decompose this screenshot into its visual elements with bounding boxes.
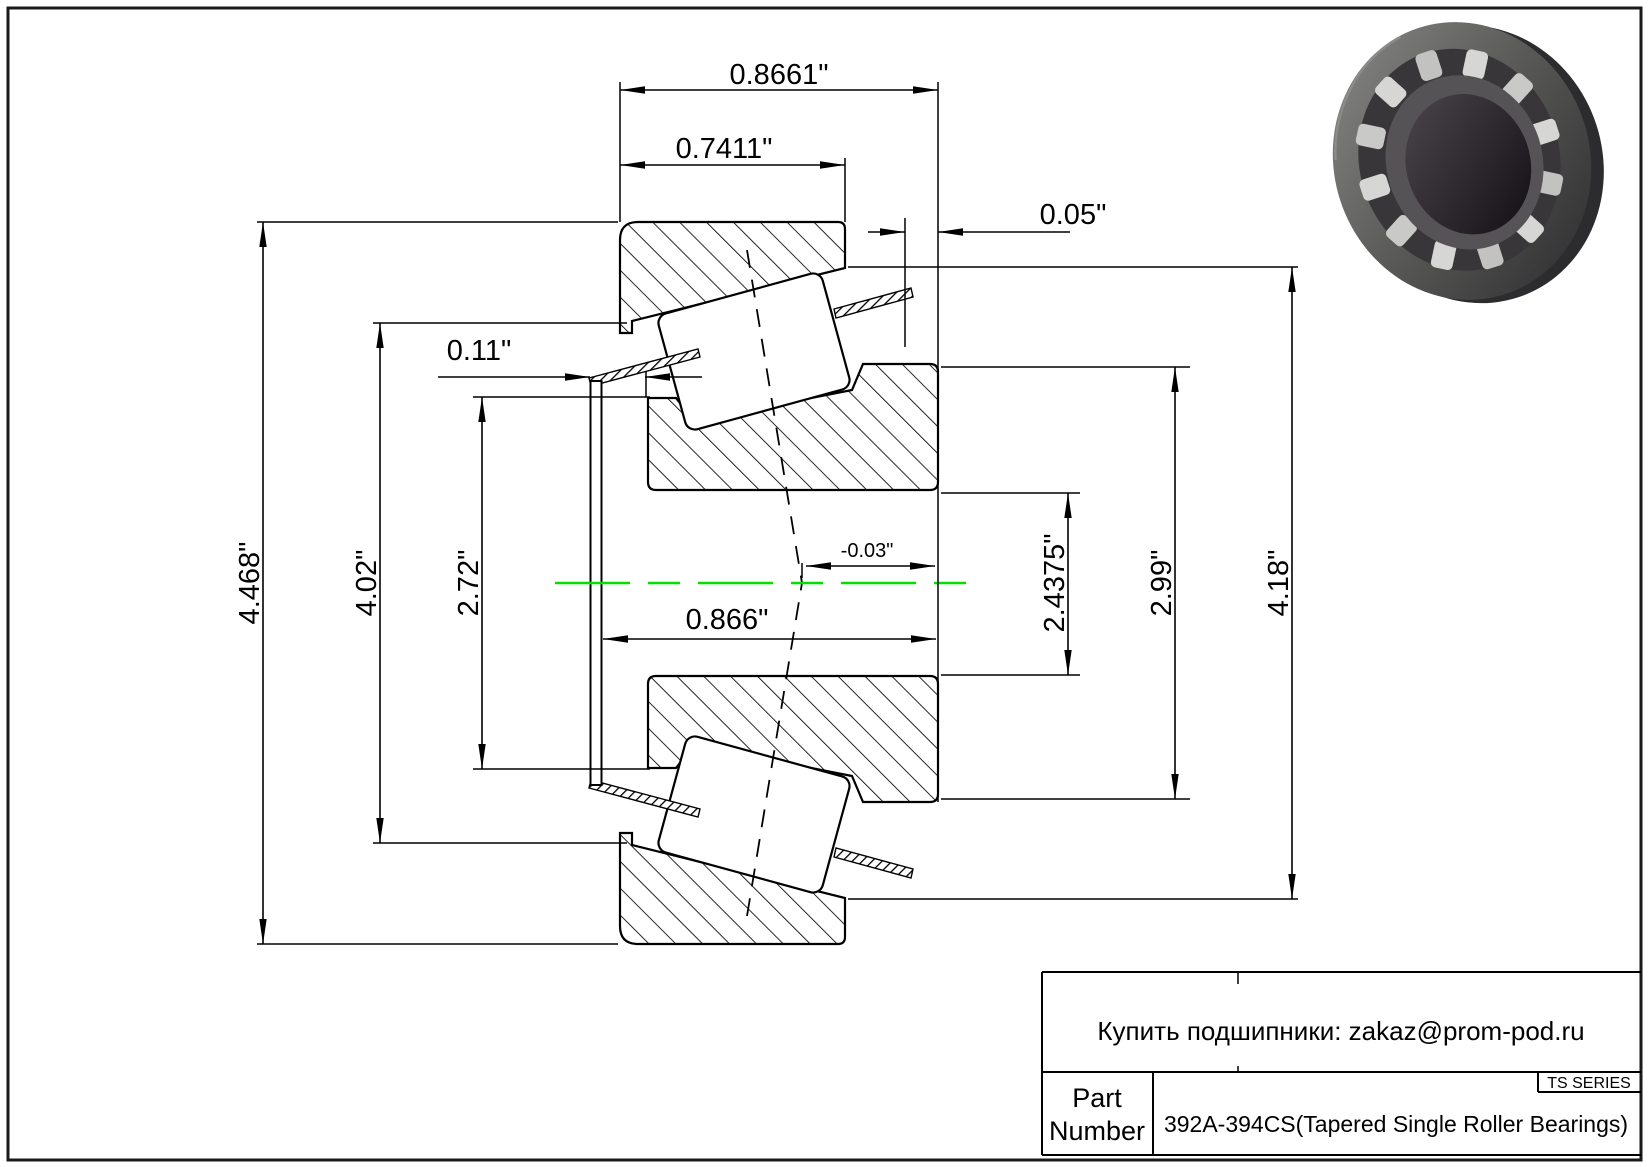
dim-cone-width: 0.866" xyxy=(685,604,769,636)
dim-effective-center: -0.03" xyxy=(840,540,894,562)
part-label-line2: Number xyxy=(1048,1116,1146,1146)
dim-cup-width: 0.7411" xyxy=(675,133,773,165)
series-label: TS SERIES xyxy=(1547,1075,1631,1092)
dim-front-rib-od: 2.72" xyxy=(453,549,485,617)
dim-front-standout: 0.11" xyxy=(446,335,512,367)
dim-seal-od: 4.02" xyxy=(351,549,383,617)
dim-cup-flange-od: 4.468" xyxy=(234,541,266,625)
dim-overall-width: 0.8661" xyxy=(729,59,829,91)
cage-strip-upper-right xyxy=(834,288,913,318)
title-block-text xyxy=(1049,1016,1631,1146)
part-number-value: 392A-394CS(Tapered Single Roller Bearings) xyxy=(1163,1111,1629,1137)
bearing-3d-render xyxy=(1297,0,1640,340)
dim-cup-raceway-od: 4.18" xyxy=(1263,549,1295,617)
dim-cone-rib-od: 2.99" xyxy=(1146,549,1178,617)
part-label-line1: Part xyxy=(1072,1083,1122,1113)
supplier-note: Купить подшипники: zakaz@prom-pod.ru xyxy=(1097,1016,1585,1046)
cage-strip-lower-right xyxy=(834,848,913,878)
dim-bore: 2.4375" xyxy=(1039,533,1071,633)
dim-cup-back-standout: 0.05" xyxy=(1039,199,1107,231)
